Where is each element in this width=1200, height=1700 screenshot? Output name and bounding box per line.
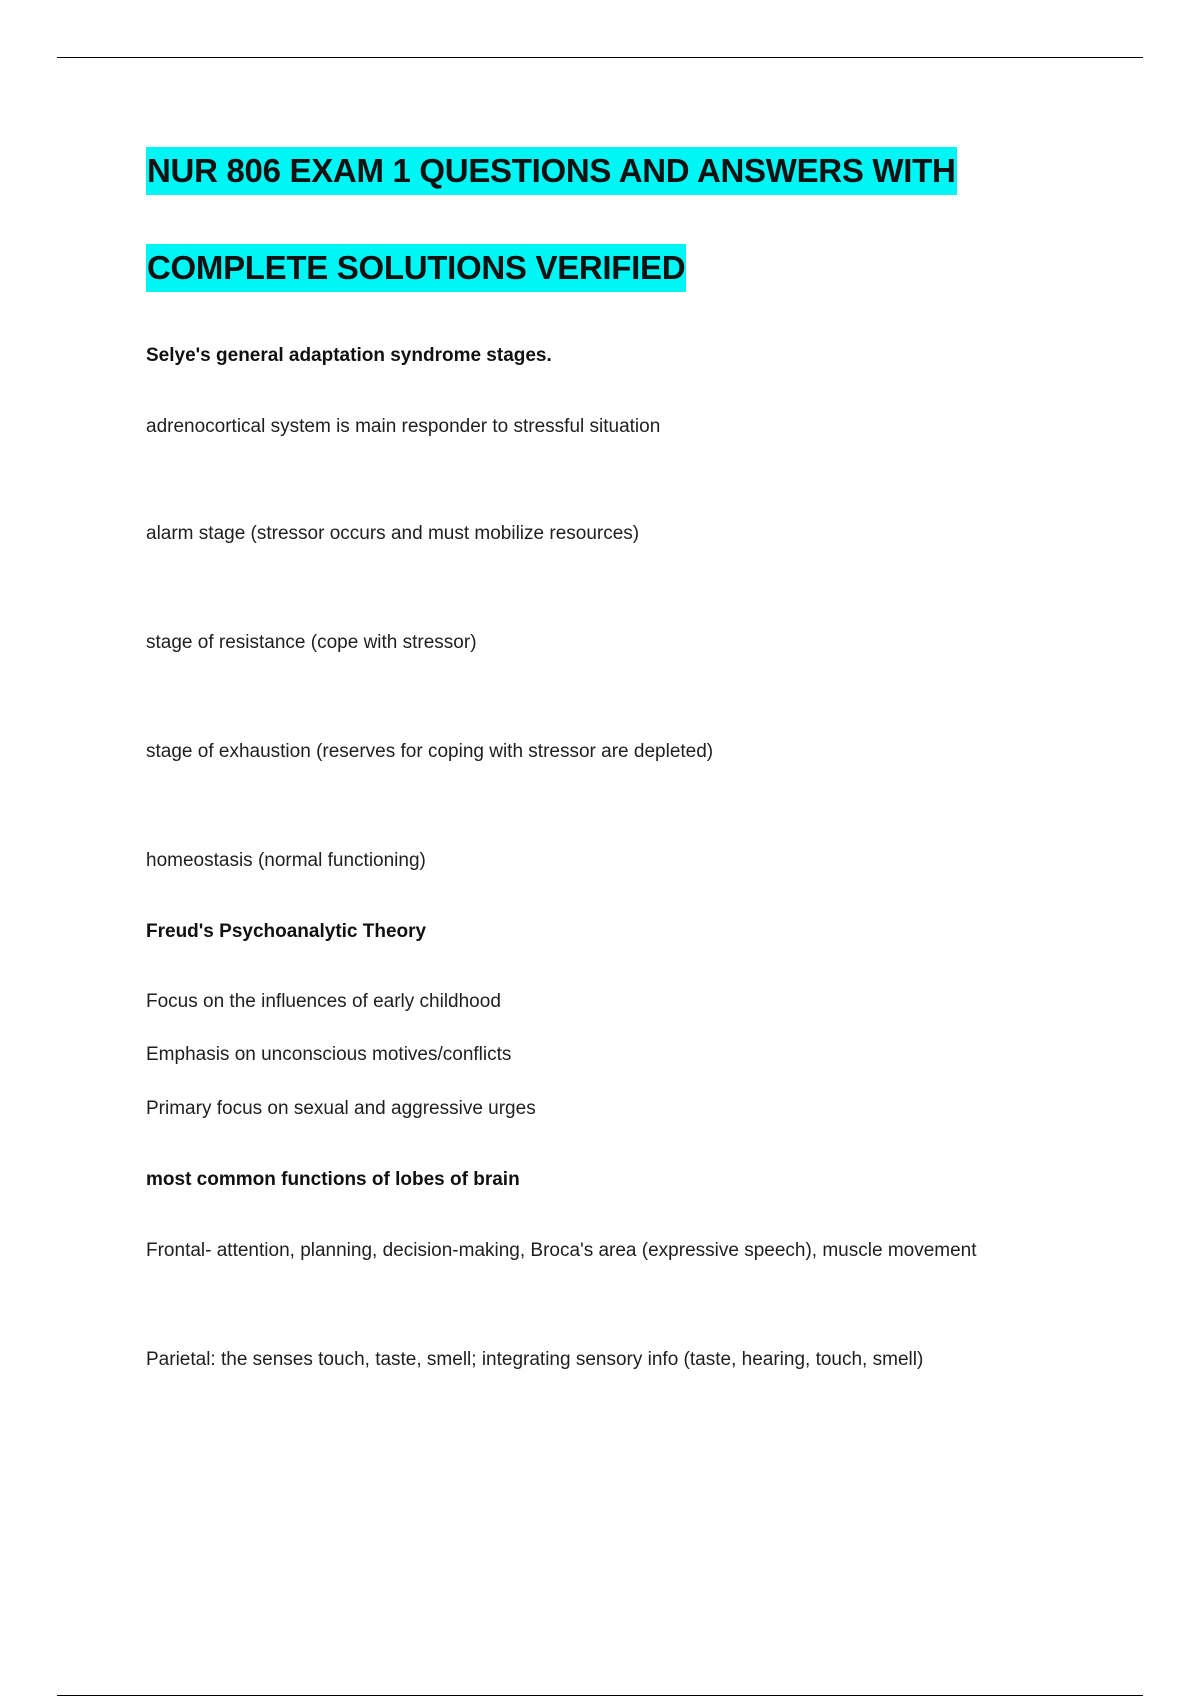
answer-line: Frontal- attention, planning, decision-making, Broca's area (expressive speech), muscle movement [146,1240,977,1261]
answer-line: stage of exhaustion (reserves for coping with stressor are depleted) [146,741,714,762]
answer-line: alarm stage (stressor occurs and must mobilize resources) [146,523,640,544]
bottom-rule [57,1695,1143,1696]
answer-line: homeostasis (normal functioning) [146,850,426,871]
section-heading-selye: Selye's general adaptation syndrome stages. [146,345,552,366]
document-title-line-1: NUR 806 EXAM 1 QUESTIONS AND ANSWERS WITH [146,147,957,195]
document-title-line-2: COMPLETE SOLUTIONS VERIFIED [146,244,686,292]
section-heading-brain-lobes: most common functions of lobes of brain [146,1169,520,1190]
answer-line: Focus on the influences of early childhood [146,991,501,1012]
section-heading-freud: Freud's Psychoanalytic Theory [146,921,427,942]
answer-line: Emphasis on unconscious motives/conflicts [146,1044,512,1065]
answer-line: adrenocortical system is main responder to stressful situation [146,416,661,437]
answer-line: Parietal: the senses touch, taste, smell; integrating sensory info (taste, hearing, touch, smell) [146,1349,924,1370]
answer-line: stage of resistance (cope with stressor) [146,632,477,653]
answer-line: Primary focus on sexual and aggressive urges [146,1098,536,1119]
top-rule [57,57,1143,58]
